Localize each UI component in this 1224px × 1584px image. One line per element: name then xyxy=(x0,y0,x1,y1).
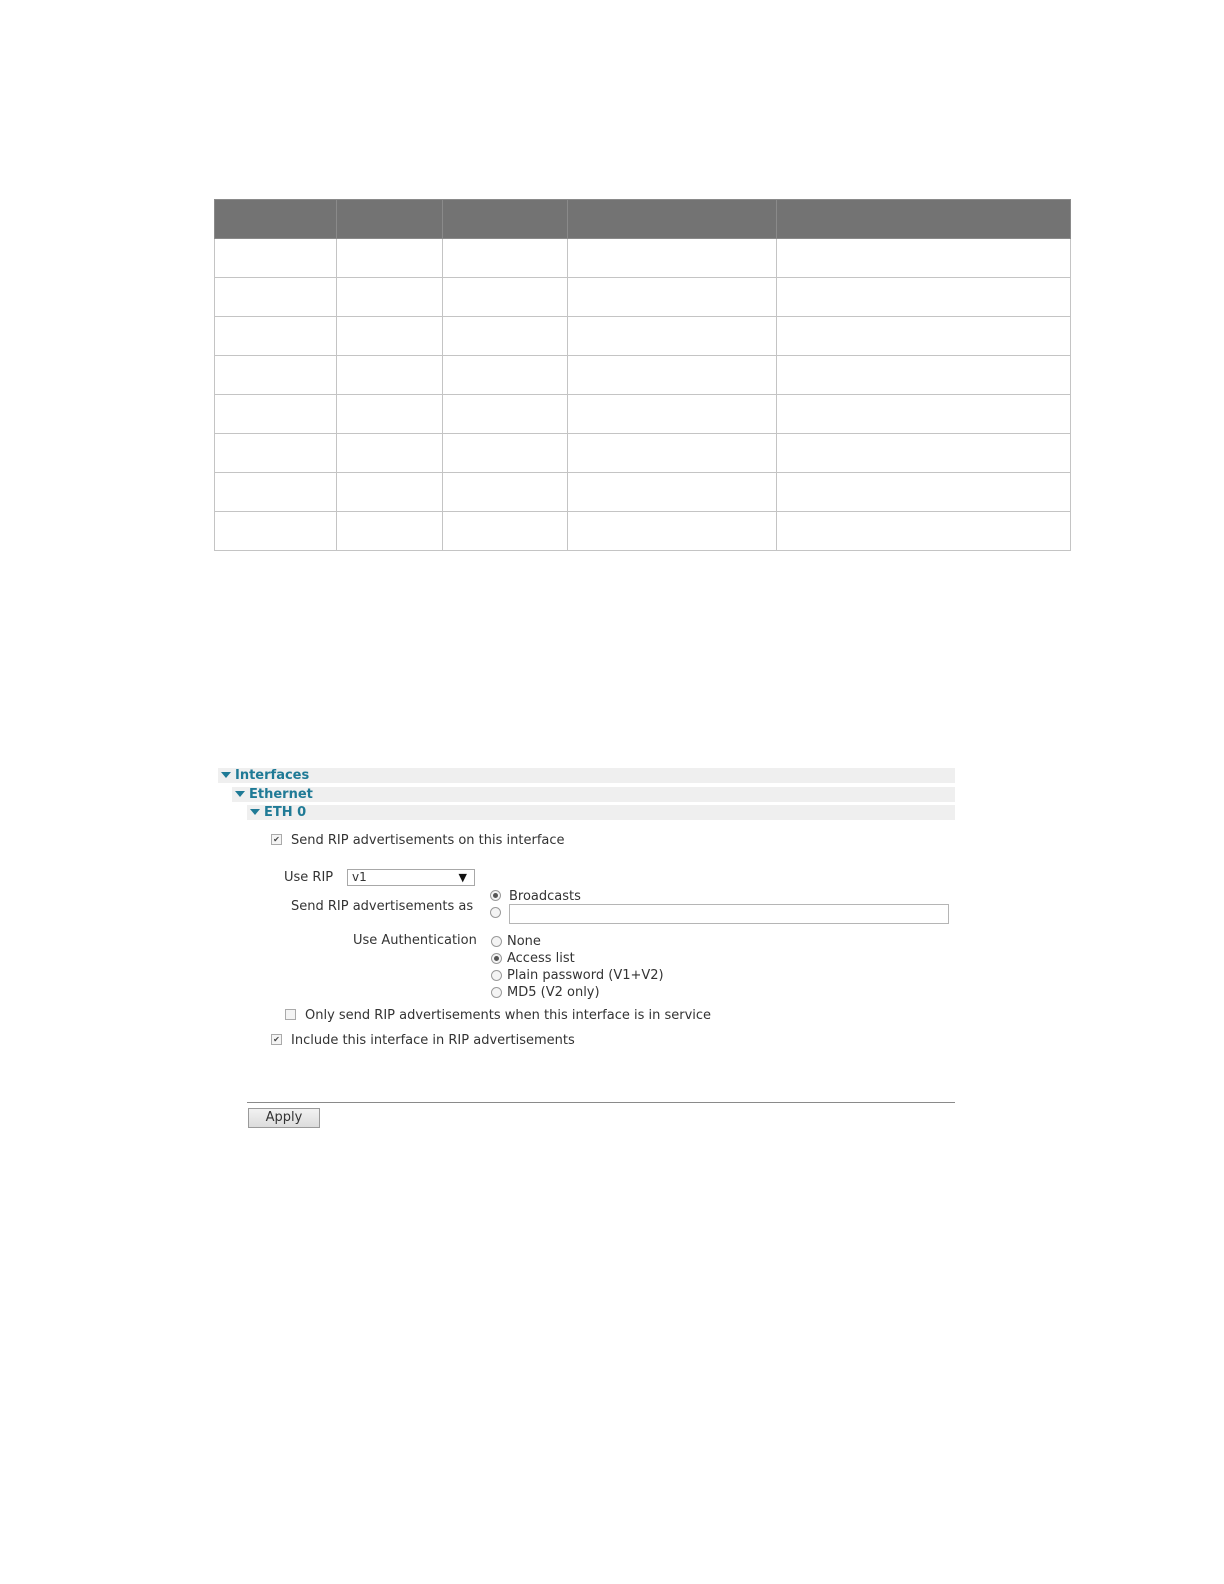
table-cell xyxy=(443,278,568,317)
send-as-label: Send RIP advertisements as xyxy=(291,899,474,914)
table-header-cell xyxy=(443,200,568,239)
table-cell xyxy=(215,317,337,356)
auth-none-label: None xyxy=(507,934,541,949)
auth-plain-password-radio[interactable] xyxy=(491,970,502,981)
divider xyxy=(247,1102,955,1103)
table-body xyxy=(215,239,1071,551)
table-cell xyxy=(777,317,1071,356)
table-cell xyxy=(777,512,1071,551)
table-cell xyxy=(215,356,337,395)
only-in-service-checkbox[interactable] xyxy=(285,1009,296,1020)
table-cell xyxy=(568,317,777,356)
send-as-broadcasts-radio[interactable] xyxy=(490,890,501,901)
auth-md5-radio[interactable] xyxy=(491,987,502,998)
auth-md5-label: MD5 (V2 only) xyxy=(507,985,600,1000)
table-cell xyxy=(337,239,443,278)
auth-none-radio[interactable] xyxy=(491,936,502,947)
include-interface-label: Include this interface in RIP advertisements xyxy=(291,1033,575,1048)
auth-plain-password-label: Plain password (V1+V2) xyxy=(507,968,664,983)
table-cell xyxy=(568,512,777,551)
send-rip-label: Send RIP advertisements on this interface xyxy=(291,833,565,848)
table-row xyxy=(215,473,1071,512)
use-rip-select[interactable] xyxy=(347,869,475,886)
table-cell xyxy=(443,473,568,512)
table-header-cell xyxy=(215,200,337,239)
table-row xyxy=(215,356,1071,395)
table-row xyxy=(215,278,1071,317)
send-as-address-input[interactable] xyxy=(509,904,949,924)
table-row xyxy=(215,395,1071,434)
table-cell xyxy=(777,278,1071,317)
table-cell xyxy=(777,356,1071,395)
table-cell xyxy=(337,356,443,395)
tree-node-label: ETH 0 xyxy=(264,805,307,820)
expand-triangle-icon xyxy=(221,772,231,778)
table-cell xyxy=(568,395,777,434)
table-cell xyxy=(215,395,337,434)
table-cell xyxy=(337,317,443,356)
tree-node-interfaces[interactable] xyxy=(218,768,955,783)
table-cell xyxy=(443,512,568,551)
include-interface-checkbox[interactable]: ✔ xyxy=(271,1034,282,1045)
table-cell xyxy=(215,473,337,512)
table-cell xyxy=(443,239,568,278)
send-rip-checkbox[interactable]: ✔ xyxy=(271,834,282,845)
expand-triangle-icon xyxy=(235,791,245,797)
table-cell xyxy=(777,434,1071,473)
expand-triangle-icon xyxy=(250,809,260,815)
table-row xyxy=(215,512,1071,551)
tree-node-label: Ethernet xyxy=(249,787,313,802)
tree-node-ethernet[interactable] xyxy=(232,787,955,802)
table-header-row xyxy=(215,200,1071,239)
table-row xyxy=(215,239,1071,278)
table-cell xyxy=(443,395,568,434)
table-cell xyxy=(568,356,777,395)
use-rip-selected-value: v1 xyxy=(352,870,367,884)
table-header-cell xyxy=(337,200,443,239)
table-cell xyxy=(337,473,443,512)
table-cell xyxy=(215,278,337,317)
table-header-cell xyxy=(777,200,1071,239)
table-header-cell xyxy=(568,200,777,239)
table-cell xyxy=(568,239,777,278)
table-cell xyxy=(215,434,337,473)
table-cell xyxy=(215,512,337,551)
send-as-address-radio[interactable] xyxy=(490,907,501,918)
tree-node-eth0[interactable] xyxy=(247,805,955,820)
table-cell xyxy=(777,395,1071,434)
table-cell xyxy=(337,395,443,434)
table-cell xyxy=(568,473,777,512)
only-in-service-label: Only send RIP advertisements when this interface is in service xyxy=(305,1008,712,1023)
data-table xyxy=(214,199,1071,551)
table-cell xyxy=(443,434,568,473)
apply-button[interactable]: Apply xyxy=(248,1108,320,1128)
table-cell xyxy=(443,317,568,356)
table-cell xyxy=(337,434,443,473)
table-cell xyxy=(568,278,777,317)
table-cell xyxy=(568,434,777,473)
table-cell xyxy=(337,278,443,317)
table-row xyxy=(215,434,1071,473)
table-row xyxy=(215,317,1071,356)
dropdown-arrow-icon: ▼ xyxy=(458,871,467,884)
send-as-broadcasts-label: Broadcasts xyxy=(509,889,581,904)
table-cell xyxy=(777,473,1071,512)
tree-node-label: Interfaces xyxy=(235,768,310,783)
auth-access-list-label: Access list xyxy=(507,951,575,966)
table-cell xyxy=(337,512,443,551)
auth-access-list-radio[interactable] xyxy=(491,953,502,964)
table-cell xyxy=(443,356,568,395)
auth-label: Use Authentication xyxy=(353,933,477,948)
table-cell xyxy=(215,239,337,278)
table-cell xyxy=(777,239,1071,278)
use-rip-label: Use RIP xyxy=(284,870,334,885)
